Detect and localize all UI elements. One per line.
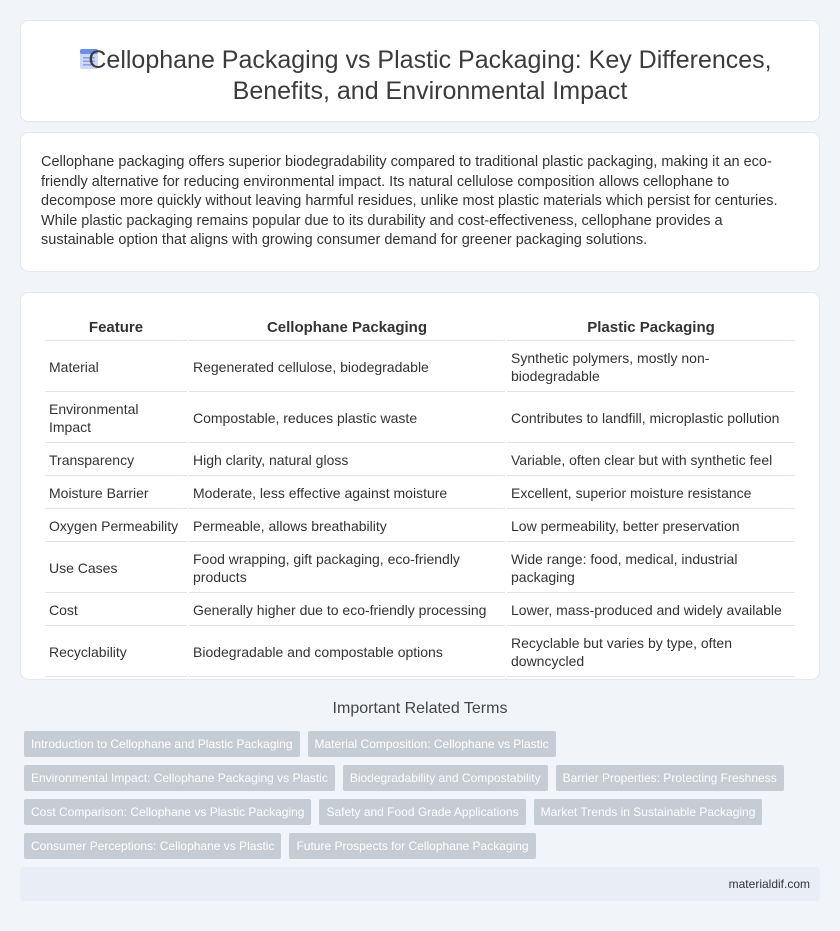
- table-cell: Compostable, reduces plastic waste: [189, 394, 505, 443]
- column-header: Cellophane Packaging: [189, 317, 505, 341]
- table-cell: High clarity, natural gloss: [189, 445, 505, 476]
- footer: [20, 867, 820, 901]
- page-title: Cellophane Packaging vs Plastic Packaging: Key Differences, Benefits, and Environmental Impact: [88, 46, 772, 105]
- related-term-tag[interactable]: Introduction to Cellophane and Plastic Packaging: [24, 731, 300, 757]
- table-cell: Permeable, allows breathability: [189, 511, 505, 542]
- table-cell: Food wrapping, gift packaging, eco-friendly products: [189, 544, 505, 593]
- table-cell: Excellent, superior moisture resistance: [507, 478, 795, 509]
- related-term-tag[interactable]: Market Trends in Sustainable Packaging: [534, 799, 763, 825]
- related-term-tag[interactable]: Barrier Properties: Protecting Freshness: [556, 765, 784, 791]
- related-term-tag[interactable]: Biodegradability and Compostability: [343, 765, 548, 791]
- table-cell: Oxygen Permeability: [45, 511, 187, 542]
- table-cell: Material: [45, 343, 187, 392]
- comparison-table-card: [20, 292, 820, 680]
- table-row: [45, 478, 795, 509]
- table-cell: Variable, often clear but with synthetic feel: [507, 445, 795, 476]
- intro-card: [20, 132, 820, 272]
- table-cell: Moisture Barrier: [45, 478, 187, 509]
- table-cell: Environmental Impact: [45, 394, 187, 443]
- header-card: [20, 20, 820, 122]
- title-wrap: [81, 45, 779, 107]
- column-header: Plastic Packaging: [507, 317, 795, 341]
- related-term-tag[interactable]: Cost Comparison: Cellophane vs Plastic Packaging: [24, 799, 311, 825]
- intro-paragraph: Cellophane packaging offers superior biodegradability compared to traditional plastic packaging, making it an eco-friendly alternative for reducing environmental impact. Its natural cellulose composition allows cellophane to decompose more quickly without leaving harmful residues, unlike most plastic materials which persist for centuries. While plastic packaging remains popular due to its durability and cost-effectiveness, cellophane provides a sustainable option that aligns with growing consumer demand for greener packaging solutions.: [41, 154, 778, 249]
- table-cell: Contributes to landfill, microplastic pollution: [507, 394, 795, 443]
- related-term-tag[interactable]: Environmental Impact: Cellophane Packaging vs Plastic: [24, 765, 335, 791]
- table-row: [45, 445, 795, 476]
- comparison-table: [43, 315, 797, 679]
- table-cell: Regenerated cellulose, biodegradable: [189, 343, 505, 392]
- table-row: [45, 394, 795, 443]
- table-row: [45, 343, 795, 392]
- table-cell: Recyclability: [45, 628, 187, 677]
- related-terms-heading: Important Related Terms: [332, 700, 508, 717]
- related-terms-list: [24, 731, 824, 867]
- table-cell: Synthetic polymers, mostly non-biodegradable: [507, 343, 795, 392]
- site-name[interactable]: materialdif.com: [728, 877, 810, 891]
- table-cell: Wide range: food, medical, industrial packaging: [507, 544, 795, 593]
- table-cell: Lower, mass-produced and widely available: [507, 595, 795, 626]
- related-term-tag[interactable]: Future Prospects for Cellophane Packaging: [289, 833, 535, 859]
- related-term-tag[interactable]: Consumer Perceptions: Cellophane vs Plastic: [24, 833, 281, 859]
- table-cell: Use Cases: [45, 544, 187, 593]
- column-header: Feature: [45, 317, 187, 341]
- table-row: [45, 511, 795, 542]
- related-term-tag[interactable]: Safety and Food Grade Applications: [319, 799, 525, 825]
- table-row: [45, 544, 795, 593]
- related-term-tag[interactable]: Material Composition: Cellophane vs Plastic: [308, 731, 556, 757]
- table-header-row: [45, 317, 795, 341]
- table-cell: Low permeability, better preservation: [507, 511, 795, 542]
- table-row: [45, 595, 795, 626]
- table-cell: Generally higher due to eco-friendly processing: [189, 595, 505, 626]
- table-cell: Moderate, less effective against moisture: [189, 478, 505, 509]
- table-cell: Cost: [45, 595, 187, 626]
- table-cell: Biodegradable and compostable options: [189, 628, 505, 677]
- table-cell: Transparency: [45, 445, 187, 476]
- table-cell: Recyclable but varies by type, often downcycled: [507, 628, 795, 677]
- table-row: [45, 628, 795, 677]
